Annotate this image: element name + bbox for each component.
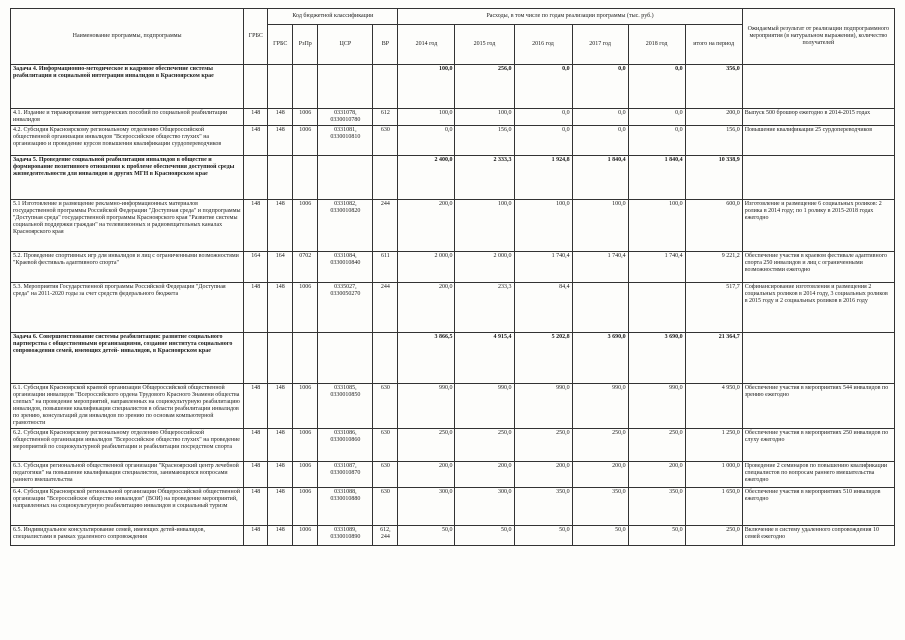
row-grbs: 148 [244,462,268,488]
row-2016: 990,0 [514,384,572,429]
row-name: 6.3. Субсидия региональной общественной организации "Красноярский центр лечебной педагогики" на повышение квалификации специалистов, занимающихся вопросами раннего вмешательства [11,462,244,488]
row-name: 6.4. Субсидия Красноярской региональной организации Общероссийской общественной организации "Всероссийское общество инвалидов" (ВОИ) на проведение мероприятий, направленных на социокультурную реабилитацию инвалидов и социальный туризм [11,488,244,526]
row-2015: 990,0 [455,384,514,429]
task-row [11,65,895,109]
row-grbs2: 148 [268,488,293,526]
row-2017: 200,0 [572,462,628,488]
row-rzpr [293,156,318,200]
row-total: 1 650,0 [685,488,742,526]
row-total: 250,0 [685,526,742,546]
row-2016: 100,0 [514,200,572,252]
row-2014: 2 400,0 [398,156,455,200]
row-2016: 1 924,8 [514,156,572,200]
table-row [11,252,895,283]
row-csr: 0331082, 0330010820 [318,200,373,252]
header-2017: 2017 год [572,25,628,65]
row-grbs: 148 [244,283,268,333]
row-2018: 990,0 [628,384,685,429]
row-result: Обеспечение участия в мероприятиях 544 инвалидов по зрению ежегодно [742,384,894,429]
row-2016: 250,0 [514,429,572,462]
row-2015: 256,0 [455,65,514,109]
row-result [742,65,894,109]
row-2014: 100,0 [398,109,455,126]
row-total: 10 338,9 [685,156,742,200]
header-vr: ВР [373,25,398,65]
table-row [11,384,895,429]
row-vr: 630 [373,462,398,488]
row-total: 600,0 [685,200,742,252]
row-rzpr: 1006 [293,283,318,333]
task-row [11,333,895,384]
row-grbs: 164 [244,252,268,283]
row-2018: 1 740,4 [628,252,685,283]
header-expenses-group: Расходы, в том числе по годам реализации программы (тыс. руб.) [398,9,742,25]
row-rzpr: 0702 [293,252,318,283]
row-csr: 0331078, 0330010780 [318,109,373,126]
header-2015: 2015 год [455,25,514,65]
row-2014: 200,0 [398,200,455,252]
row-2017: 0,0 [572,109,628,126]
row-total: 1 000,0 [685,462,742,488]
table-row [11,429,895,462]
header-result: Ожидаемый результат от реализации подпрограммного мероприятия (в натуральном выражении), количество получателей [742,9,894,65]
row-2017: 1 740,4 [572,252,628,283]
row-grbs: 148 [244,200,268,252]
row-total: 4 950,0 [685,384,742,429]
budget-table [10,8,895,546]
row-name: 4.1. Издание и тиражирование методических пособий по социальной реабилитации инвалидов [11,109,244,126]
table-row [11,462,895,488]
row-2018: 200,0 [628,462,685,488]
row-grbs2: 164 [268,252,293,283]
row-2016: 350,0 [514,488,572,526]
row-grbs: 148 [244,384,268,429]
row-2016: 50,0 [514,526,572,546]
header-total: итого на период [685,25,742,65]
row-2017: 350,0 [572,488,628,526]
row-grbs [244,156,268,200]
row-2016: 5 202,8 [514,333,572,384]
row-2017: 50,0 [572,526,628,546]
row-total: 517,7 [685,283,742,333]
row-2018: 0,0 [628,126,685,156]
row-grbs: 148 [244,109,268,126]
row-vr: 630 [373,429,398,462]
row-2014: 2 000,0 [398,252,455,283]
row-2017: 250,0 [572,429,628,462]
header-grbs: ГРБС [268,25,293,65]
row-2015: 50,0 [455,526,514,546]
row-2014: 300,0 [398,488,455,526]
row-grbs: 148 [244,126,268,156]
row-2018: 1 840,4 [628,156,685,200]
row-total: 1 250,0 [685,429,742,462]
row-2015: 233,3 [455,283,514,333]
table-row [11,126,895,156]
row-csr: 0331087, 0330010870 [318,462,373,488]
row-csr: 0331085, 0330010850 [318,384,373,429]
row-grbs [244,65,268,109]
row-2015: 156,0 [455,126,514,156]
row-2018: 50,0 [628,526,685,546]
row-2018: 3 690,0 [628,333,685,384]
row-total: 156,0 [685,126,742,156]
row-name: 6.5. Индивидуальное консультирование семей, имеющих детей-инвалидов, специалистами в рамках удаленного сопровождения [11,526,244,546]
row-2015: 200,0 [455,462,514,488]
header-2018: 2018 год [628,25,685,65]
row-grbs2: 148 [268,200,293,252]
row-grbs2: 148 [268,526,293,546]
row-vr: 244 [373,283,398,333]
row-vr: 244 [373,200,398,252]
row-2016: 0,0 [514,65,572,109]
header-kbk-group: Код бюджетной классификации [268,9,398,25]
row-result: Обеспечение участия в краевом фестивале адаптивного спорта 250 инвалидов и лиц с ограниченными возможностями ежегодно [742,252,894,283]
row-2016: 200,0 [514,462,572,488]
row-2015: 100,0 [455,109,514,126]
row-total: 356,0 [685,65,742,109]
row-rzpr: 1006 [293,200,318,252]
table-row [11,526,895,546]
row-grbs2 [268,333,293,384]
row-2018: 350,0 [628,488,685,526]
row-vr: 630 [373,488,398,526]
row-2014: 200,0 [398,462,455,488]
header-rzpr: РзПр [293,25,318,65]
row-rzpr [293,333,318,384]
row-grbs2 [268,65,293,109]
row-2018: 250,0 [628,429,685,462]
row-csr [318,65,373,109]
header-csr: ЦСР [318,25,373,65]
row-vr [373,65,398,109]
row-2018: 100,0 [628,200,685,252]
row-grbs: 148 [244,429,268,462]
row-2018: 0,0 [628,65,685,109]
row-result [742,333,894,384]
row-result [742,156,894,200]
row-total: 21 364,7 [685,333,742,384]
row-grbs [244,333,268,384]
row-grbs: 148 [244,526,268,546]
row-grbs2: 148 [268,126,293,156]
row-2014: 200,0 [398,283,455,333]
row-vr: 630 [373,126,398,156]
row-2017: 1 840,4 [572,156,628,200]
row-csr [318,156,373,200]
row-2014: 0,0 [398,126,455,156]
header-2016: 2016 год [514,25,572,65]
row-2014: 3 866,5 [398,333,455,384]
row-rzpr: 1006 [293,384,318,429]
row-rzpr: 1006 [293,126,318,156]
row-2017: 0,0 [572,65,628,109]
header-2014: 2014 год [398,25,455,65]
row-vr: 612, 244 [373,526,398,546]
row-vr: 611 [373,252,398,283]
row-2017: 100,0 [572,200,628,252]
row-result: Выпуск 500 брошюр ежегодно в 2014-2015 годах [742,109,894,126]
row-csr: 0331089, 0330010890 [318,526,373,546]
row-2015: 2 333,3 [455,156,514,200]
row-rzpr: 1006 [293,526,318,546]
row-total: 200,0 [685,109,742,126]
header-name: Наименование программы, подпрограммы [11,9,244,65]
row-name: 5.2. Проведение спортивных игр для инвалидов и лиц с ограниченными возможностями "Краевой фестиваль адаптивного спорта" [11,252,244,283]
row-vr: 612 [373,109,398,126]
row-grbs2: 148 [268,462,293,488]
row-result: Изготовление и размещение 6 социальных роликов: 2 ролика в 2014 году; по 1 ролику в 2015-2018 годах ежегодно [742,200,894,252]
row-grbs2: 148 [268,384,293,429]
row-total: 9 221,2 [685,252,742,283]
row-grbs2: 148 [268,109,293,126]
row-result: Софинансирование изготовления и размещения 2 социальных роликов в 2014 году, 3 социальных роликов в 2015 году и 2 социальных роликов в 2016 году [742,283,894,333]
row-rzpr: 1006 [293,109,318,126]
row-result: Обеспечение участия в мероприятиях 250 инвалидов по слуху ежегодно [742,429,894,462]
row-csr: 0331081, 0330010810 [318,126,373,156]
table-row [11,109,895,126]
row-grbs2: 148 [268,429,293,462]
row-name: Задача 5. Проведение социальной реабилитации инвалидов в обществе и формирование позитивного отношения к проблеме обеспечения доступной среды жизнедеятельности для инвалидов и других МГН в Красноярском крае [11,156,244,200]
row-csr: 0335027, 0330050270 [318,283,373,333]
row-result: Обеспечение участия в мероприятиях 510 инвалидов ежегодно [742,488,894,526]
row-2015: 100,0 [455,200,514,252]
row-2014: 250,0 [398,429,455,462]
row-2018 [628,283,685,333]
row-vr [373,333,398,384]
row-name: 5.1 Изготовление и размещение рекламно-информационных материалов государственной программы Российской Федерации "Доступная среда" и подпрограммы "Доступная среда" государственной программы Красноярского края "Развитие системы социальной поддержки граждан" на телевизионных и радиовещательных каналах Красноярского края [11,200,244,252]
row-grbs: 148 [244,488,268,526]
table-row [11,200,895,252]
row-2014: 100,0 [398,65,455,109]
row-result: Включение в систему удаленного сопровождения 10 семей ежегодно [742,526,894,546]
row-name: Задача 6. Совершенствование системы реабилитации: развитие социального партнерства с общественными организациями, создание института социального сопровождения семей, имеющих детей- инвалидов, в Красноярском крае [11,333,244,384]
row-result: Повышение квалификации 25 сурдопереводчиков [742,126,894,156]
row-name: 4.2. Субсидия Красноярскому региональному отделению Общероссийской общественной организации инвалидов "Всероссийское общество глухих" на организацию и проведение курсов повышения квалификации сурдопереводчиков [11,126,244,156]
row-2015: 250,0 [455,429,514,462]
row-name: Задача 4. Информационно-методическое и кадровое обеспечение системы реабилитации и социальной интеграции инвалидов в Красноярском крае [11,65,244,109]
row-rzpr: 1006 [293,462,318,488]
row-result: Проведение 2 семинаров по повышению квалификации специалистов по вопросам раннего вмешательства ежегодно [742,462,894,488]
row-2016: 84,4 [514,283,572,333]
row-2015: 300,0 [455,488,514,526]
row-2014: 990,0 [398,384,455,429]
row-2016: 1 740,4 [514,252,572,283]
row-2014: 50,0 [398,526,455,546]
row-2016: 0,0 [514,109,572,126]
row-vr [373,156,398,200]
row-name: 6.1. Субсидия Красноярской краевой организации Общероссийской общественной организации инвалидов "Всероссийского ордена Трудового Красного Знамени общества слепых" на проведение мероприятий, направленных на социокультурную реабилитацию инвалидов, повышение квалификации специалистов в области реабилитации инвалидов по зрению, консультаций для инвалидов по зрению по основам компьютерной грамотности [11,384,244,429]
header-grbs-top: ГРБС [244,9,268,65]
row-name: 6.2. Субсидия Красноярскому региональному отделению Общероссийской общественной организации инвалидов "Всероссийское общество глухих" на проведение мероприятий по социокультурной реабилитации и реабилитации посредством спорта [11,429,244,462]
row-2015: 4 915,4 [455,333,514,384]
row-csr: 0331086, 0330010860 [318,429,373,462]
task-row [11,156,895,200]
row-2017: 990,0 [572,384,628,429]
row-csr [318,333,373,384]
row-2016: 0,0 [514,126,572,156]
row-2017 [572,283,628,333]
row-name: 5.3. Мероприятия Государственной программы Российской Федерации "Доступная среда" на 2011-2020 годы за счет средств федерального бюджета [11,283,244,333]
row-rzpr: 1006 [293,488,318,526]
row-csr: 0331084, 0330010840 [318,252,373,283]
table-row [11,488,895,526]
table-row [11,283,895,333]
row-2017: 3 690,0 [572,333,628,384]
row-vr: 630 [373,384,398,429]
row-grbs2: 148 [268,283,293,333]
row-2015: 2 000,0 [455,252,514,283]
row-2018: 0,0 [628,109,685,126]
row-2017: 0,0 [572,126,628,156]
row-grbs2 [268,156,293,200]
row-rzpr [293,65,318,109]
row-rzpr: 1006 [293,429,318,462]
row-csr: 0331088, 0330010880 [318,488,373,526]
